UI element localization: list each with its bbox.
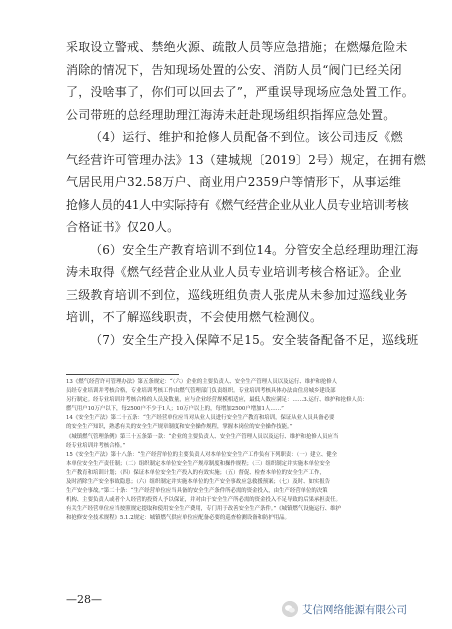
body-line: 了，没啥事了，你们可以回去了”，严重误导现场应急处置工作。 [66, 85, 414, 99]
footnote-line: 生产安全事故。”第二十条：“生产经营单位应当具备的安全生产条件所必需的资金投入，由生产经营单位的决策 [66, 488, 328, 495]
footnote-line: 本单位安全生产责任制；（二）组织制定本单位安全生产规章制度和操作规程；（三）组织制定并实施本单位安全 [66, 460, 331, 467]
footnote-line: 《城镇燃气管理条例》第三十五条第一款：“企业的主要负责人、安全生产管理人员以及运行、维护和抢修人员应当 [66, 433, 339, 440]
body-line: 采取设立警戒、禁绝火源、疏散人员等应急措施；在燃爆危险未 [66, 40, 408, 54]
body-line: 合格证书》仅20人。 [66, 220, 180, 234]
footnote-line: 14《安全生产法》第二十五条：“生产经营单位应当对从业人员进行安全生产教育和培训，保证从业人员具备必要 [66, 415, 335, 422]
body-line: 涛未取得《燃气经营企业从业人员专业培训考核合格证》。企业 [66, 265, 402, 279]
footnote-line: 及时消除生产安全事故隐患；（六）组织制定并实施本单位的生产安全事故应急救援预案；（七）及时、如实报告 [66, 479, 331, 486]
footnote-line: 和抢修安全技术规程》5.1.2规定：城镇燃气供应单位应配备必要的巡查检测设备和防护用品。 [66, 515, 290, 522]
footnote-line: 生产教育和培训计划；（四）保证本单位安全生产投入的有效实施；（五）督促、检查本单位的安全生产工作， [66, 469, 325, 476]
watermark-text: 艾信网络能源有限公司 [302, 603, 407, 616]
body-line: 气经营许可管理办法》13（建城规〔2019〕2号）规定，在拥有燃 [66, 152, 426, 167]
footnote-line: 15《安全生产法》第十八条：“生产经营单位的主要负责人对本单位安全生产工作负有下列职责：（一）建立、健全 [66, 451, 338, 458]
body-line: 气居民用户32.58万户、商业用户2359户等情形下，从事运维 [66, 175, 402, 189]
footnote-line: 机构、主要负责人或者个人经营的投资人予以保证，并对由于安全生产所必需的资金投入不足导致的后果承担责任。 [66, 497, 341, 504]
footnote-line: 员经专业培训并考核合格，专业培训考核工作由燃气管理部门负责组织。专业培训考核具体办法由住房城乡建设部 [66, 388, 336, 395]
wechat-icon [282, 601, 298, 617]
body-line: 抢修人员的41人中实际持有《燃气经营企业从业人员专业培训考核 [66, 197, 409, 212]
footnote-separator [66, 374, 179, 375]
page-number: —28— [66, 593, 102, 606]
main-body-text [66, 36, 426, 351]
body-line: （6）安全生产教育培训不到位14。分管安全总经理助理江海 [90, 242, 419, 257]
body-line: 公司带班的总经理助理江海涛未赶赴现场组织指挥应急处置。 [66, 107, 396, 122]
body-line: 消除的情况下，告知现场处置的公安、消防人员“阀门已经关闭 [66, 62, 402, 77]
footnote-line: 另行制定。经专业培训并考核合格的人员及数量，应与企业经营规模相适应，最低人数应满足：……3.运行、维护和抢修人员： [66, 397, 368, 404]
footnote-line: 13《燃气经营许可管理办法》第五条规定：“（六）企业的主要负责人、安全生产管理人员以及运行、维护和抢修人 [66, 379, 338, 385]
body-line: 培训，不了解巡线职责，不会使用燃气检测仪。 [66, 310, 323, 324]
body-line: 三级教育培训不到位，巡线班组负责人张虎从未参加过巡线业务 [66, 287, 408, 302]
body-line: （7）安全生产投入保障不足15。安全装备配备不足，巡线班 [90, 332, 419, 347]
footnote-line: 的安全生产知识，熟悉有关的安全生产规章制度和安全操作规程，掌握本岗位的安全操作技能。” [66, 424, 293, 431]
watermark [282, 600, 407, 618]
body-line: （4）运行、维护和抢修人员配备不到位。该公司违反《燃 [90, 130, 403, 144]
footnote-line: 经专业培训并考核合格。” [66, 442, 126, 449]
footnotes [66, 378, 404, 524]
footnote-line: 燃气用户10万户以下，每2500户不少于1人；10万户以上的，每增加2500户增加1人……” [66, 406, 284, 413]
footnote-line: 有关生产经营单位应当按照规定提取和使用安全生产费用，专门用于改善安全生产条件。”《城镇燃气设施运行、维护 [66, 506, 341, 513]
